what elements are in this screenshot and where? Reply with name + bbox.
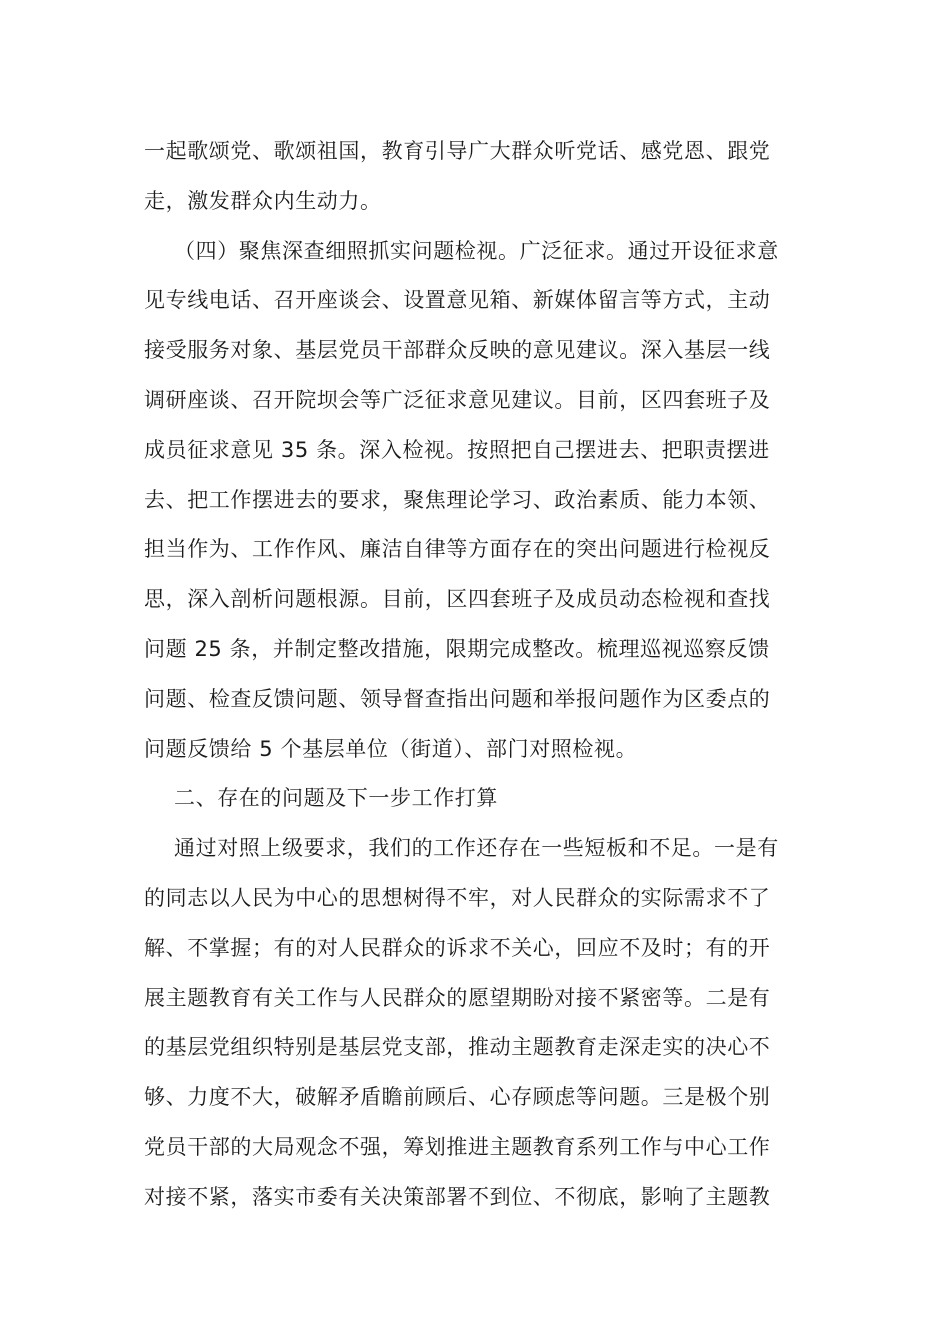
text-line: 思，深入剖析问题根源。目前，区四套班子及成员动态检视和查找 [144, 587, 771, 612]
section-four-heading-line: （四）聚焦深查细照抓实问题检视。广泛征求。通过开设征求意 [174, 238, 779, 263]
section-two-heading: 二、存在的问题及下一步工作打算 [174, 786, 498, 811]
text-line: 的基层党组织特别是基层党支部，推动主题教育走深走实的决心不 [144, 1035, 771, 1060]
text-line: 解、不掌握；有的对人民群众的诉求不关心，回应不及时；有的开 [144, 935, 771, 960]
text-line: 去、把工作摆进去的要求，聚焦理论学习、政治素质、能力本领、 [144, 487, 771, 512]
paragraph-start-line: 通过对照上级要求，我们的工作还存在一些短板和不足。一是有 [174, 836, 779, 861]
text-line: 够、力度不大，破解矛盾瞻前顾后、心存顾虑等问题。三是极个别 [144, 1085, 771, 1110]
text-line: 一起歌颂党、歌颂祖国，教育引导广大群众听党话、感党恩、跟党 [144, 139, 771, 163]
text-line: 见专线电话、召开座谈会、设置意见箱、新媒体留言等方式，主动 [144, 288, 771, 313]
document-body [144, 127, 808, 1223]
text-line: 走，激发群众内生动力。 [144, 188, 382, 213]
text-line: 问题、检查反馈问题、领导督查指出问题和举报问题作为区委点的 [144, 686, 771, 711]
text-line: 党员干部的大局观念不强，筹划推进主题教育系列工作与中心工作 [144, 1134, 771, 1159]
text-line: 展主题教育有关工作与人民群众的愿望期盼对接不紧密等。二是有 [144, 985, 771, 1010]
text-line: 成员征求意见 35 条。深入检视。按照把自己摆进去、把职责摆进 [144, 437, 770, 462]
text-line: 调研座谈、召开院坝会等广泛征求意见建议。目前，区四套班子及 [144, 387, 771, 412]
text-line: 问题 25 条，并制定整改措施，限期完成整改。梳理巡视巡察反馈 [144, 636, 770, 661]
text-line: 对接不紧，落实市委有关决策部署不到位、不彻底，影响了主题教 [144, 1184, 771, 1209]
text-line: 问题反馈给 5 个基层单位（街道）、部门对照检视。 [144, 736, 638, 761]
text-line: 的同志以人民为中心的思想树得不牢，对人民群众的实际需求不了 [144, 885, 771, 910]
text-line: 担当作为、工作作风、廉洁自律等方面存在的突出问题进行检视反 [144, 537, 771, 562]
text-line: 接受服务对象、基层党员干部群众反映的意见建议。深入基层一线 [144, 338, 771, 363]
